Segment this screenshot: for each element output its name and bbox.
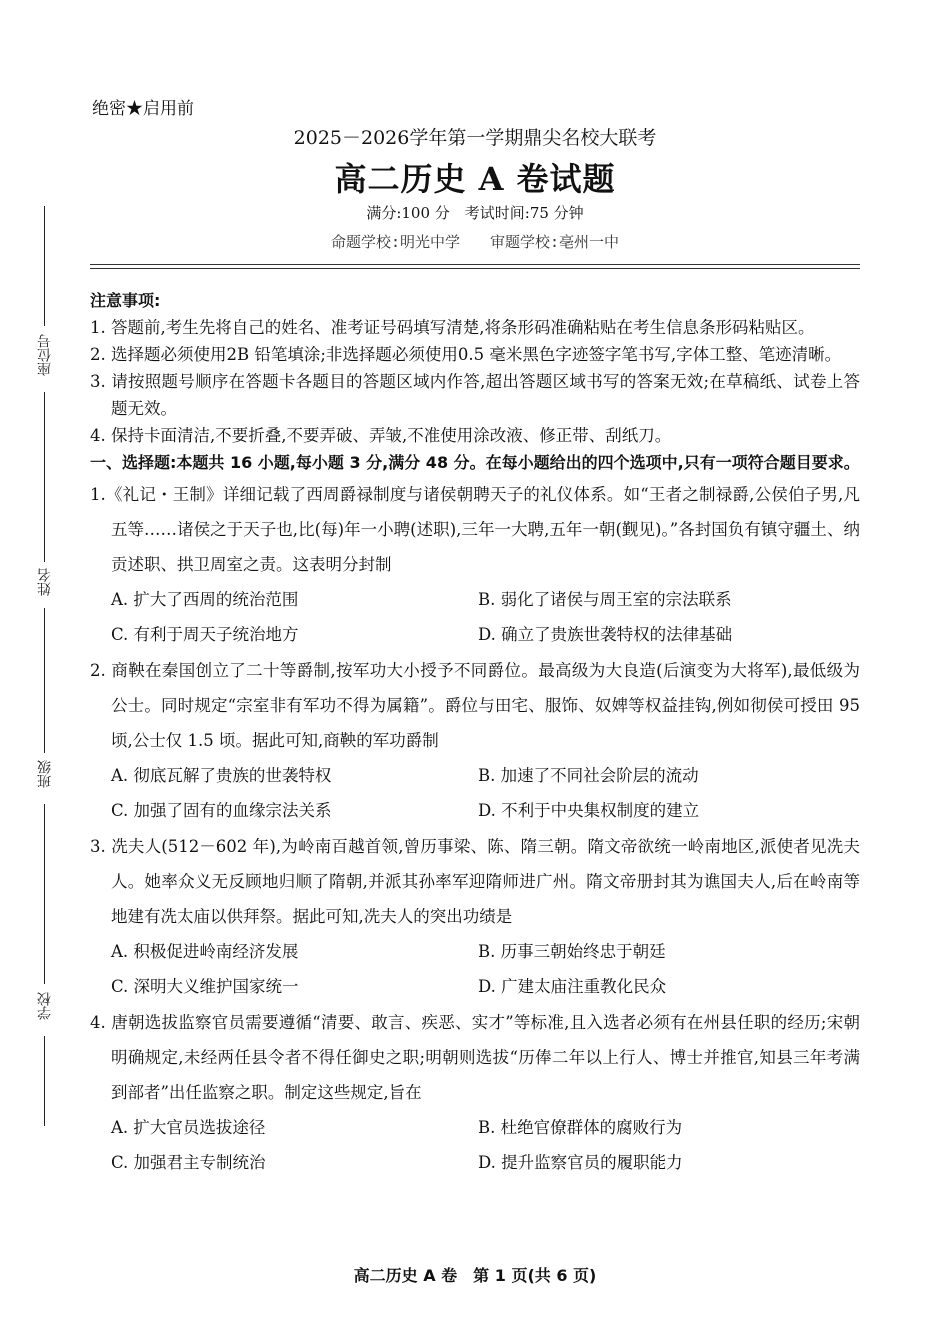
option-a: A. 积极促进岭南经济发展 xyxy=(111,942,299,961)
header-divider xyxy=(90,264,860,265)
notice-title: 注意事项: xyxy=(90,291,161,310)
question-4 xyxy=(90,1005,860,1180)
exam-title: 2025－2026学年第一学期鼎尖名校大联考 xyxy=(293,127,657,149)
margin-label-class: 班级 xyxy=(37,760,53,788)
option-d: D. 确立了贵族世袭特权的法律基础 xyxy=(478,625,733,644)
option-d: D. 不利于中央集权制度的建立 xyxy=(478,801,700,820)
question-options xyxy=(90,934,860,1004)
question-options xyxy=(90,758,860,828)
notice-item: 4. 保持卡面清洁,不要折叠,不要弄破、弄皱,不准使用涂改液、修正带、刮纸刀。 xyxy=(90,426,672,445)
question-options xyxy=(90,582,860,652)
score-and-time: 满分:100 分 考试时间:75 分钟 xyxy=(366,204,584,222)
margin-label-school: 学校 xyxy=(37,992,53,1020)
option-a: A. 扩大官员选拔途径 xyxy=(111,1118,266,1137)
margin-label-seat: 座位号 xyxy=(37,334,53,376)
option-a: A. 彻底瓦解了贵族的世袭特权 xyxy=(111,766,332,785)
margin-divider xyxy=(44,1036,45,1126)
option-b: B. 历事三朝始终忠于朝廷 xyxy=(478,942,666,961)
option-c: C. 有利于周天子统治地方 xyxy=(111,625,299,644)
setter-schools: 命题学校:明光中学 审题学校:亳州一中 xyxy=(330,233,620,251)
question-stem: 1.《礼记・王制》详细记载了西周爵禄制度与诸侯朝聘天子的礼仪体系。如“王者之制禄爵,公侯伯子男,凡五等……诸侯之于天子也,比(每)年一小聘(述职),三年一大聘,五年一朝(觐见)。”各封国负有镇守疆土、纳贡述职、拱卫周室之责。这表明分封制 xyxy=(90,485,860,574)
option-c: C. 加强君主专制统治 xyxy=(111,1153,266,1172)
margin-label-name: 姓名 xyxy=(37,568,53,596)
question-3 xyxy=(90,829,860,1004)
paper-title: 高二历史 A 卷试题 xyxy=(334,160,616,198)
question-stem: 3. 冼夫人(512－602 年),为岭南百越首领,曾历事梁、陈、隋三朝。隋文帝欲统一岭南地区,派使者见冼夫人。她率众义无反顾地归顺了隋朝,并派其孙率军迎隋师进广州。隋文帝册封其为谯国夫人,后在岭南等地建有冼太庙以供拜祭。据此可知,冼夫人的突出功绩是 xyxy=(90,837,860,926)
confidential-mark: 绝密★启用前 xyxy=(92,99,194,119)
option-c: C. 加强了固有的血缘宗法关系 xyxy=(111,801,332,820)
question-stem: 2. 商鞅在秦国创立了二十等爵制,按军功大小授予不同爵位。最高级为大良造(后演变为大将军),最低级为公士。同时规定“宗室非有军功不得为属籍”。爵位与田宅、服饰、奴婢等权益挂钩,例如彻侯可授田 95 顷,公士仅 1.5 顷。据此可知,商鞅的军功爵制 xyxy=(90,661,860,750)
option-a: A. 扩大了西周的统治范围 xyxy=(111,590,299,609)
margin-divider xyxy=(44,608,45,753)
page-footer: 高二历史 A 卷 第 1 页(共 6 页) xyxy=(353,1266,597,1285)
question-options xyxy=(90,1110,860,1180)
margin-divider xyxy=(44,392,45,562)
section-title: 一、选择题:本题共 16 小题,每小题 3 分,满分 48 分。在每小题给出的四个选项中,只有一项符合题目要求。 xyxy=(90,453,860,472)
option-c: C. 深明大义维护国家统一 xyxy=(111,977,299,996)
exam-body xyxy=(90,287,860,1180)
margin-divider xyxy=(44,804,45,984)
margin-divider xyxy=(44,206,45,326)
option-b: B. 加速了不同社会阶层的流动 xyxy=(478,766,699,785)
header-divider-thin xyxy=(90,268,860,269)
notice-item: 2. 选择题必须使用2B 铅笔填涂;非选择题必须使用0.5 毫米黑色字迹签字笔书写,字体工整、笔迹清晰。 xyxy=(90,345,842,364)
question-stem: 4. 唐朝选拔监察官员需要遵循“清要、敢言、疾恶、实才”等标准,且入选者必须有在州县任职的经历;宋朝明确规定,未经两任县令者不得任御史之职;明朝则选拔“历俸二年以上行人、博士并推官,知县三年考满到部者”出任监察之职。制定这些规定,旨在 xyxy=(90,1013,860,1102)
question-2 xyxy=(90,653,860,828)
notice-item: 1. 答题前,考生先将自己的姓名、准考证号码填写清楚,将条形码准确粘贴在考生信息条形码粘贴区。 xyxy=(90,318,815,337)
option-d: D. 提升监察官员的履职能力 xyxy=(478,1153,683,1172)
option-d: D. 广建太庙注重教化民众 xyxy=(478,977,667,996)
question-1 xyxy=(90,477,860,652)
option-b: B. 杜绝官僚群体的腐败行为 xyxy=(478,1118,683,1137)
option-b: B. 弱化了诸侯与周王室的宗法联系 xyxy=(478,590,732,609)
notice-item: 3. 请按照题号顺序在答题卡各题目的答题区域内作答,超出答题区域书写的答案无效;在草稿纸、试卷上答题无效。 xyxy=(90,372,860,418)
